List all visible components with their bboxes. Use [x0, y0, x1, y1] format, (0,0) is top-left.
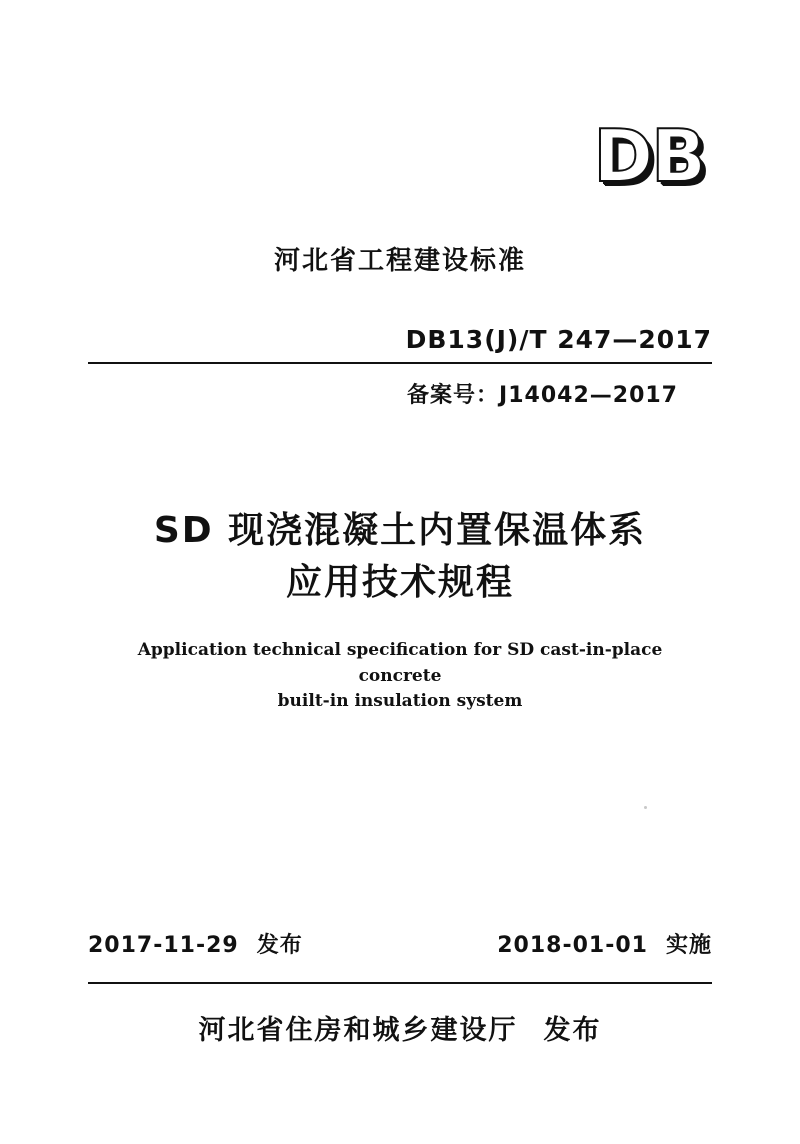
release-label: 发布	[256, 933, 303, 958]
effective-date-group	[497, 928, 712, 959]
date-row	[88, 928, 712, 959]
divider-top	[88, 362, 712, 364]
document-title-english-line2: built-in insulation system	[277, 691, 523, 711]
document-title-english	[100, 638, 700, 715]
filing-number: 备案号：J14042—2017	[407, 383, 678, 408]
issuing-authority-row	[0, 1008, 800, 1047]
standard-code: DB13(J)/T 247—2017	[405, 325, 712, 354]
document-title-chinese	[0, 505, 800, 609]
standard-series-title: 河北省工程建设标准	[273, 246, 526, 276]
document-title-chinese-line2: 应用技术规程	[285, 562, 514, 604]
issuing-authority: 河北省住房和城乡建设厅	[198, 1015, 518, 1046]
db-logo: DB	[593, 114, 704, 198]
document-title-english-line1: Application technical specification for SD cast-in-place concrete	[137, 640, 663, 686]
divider-bottom	[88, 982, 712, 984]
release-date-group	[88, 928, 303, 959]
effective-label: 实施	[665, 933, 712, 958]
issuing-action-label: 发布	[543, 1015, 602, 1046]
release-date: 2017-11-29	[88, 933, 239, 958]
document-title-chinese-line1: SD 现浇混凝土内置保温体系	[153, 510, 647, 551]
page-artifact-speck	[644, 806, 647, 809]
effective-date: 2018-01-01	[497, 933, 648, 958]
